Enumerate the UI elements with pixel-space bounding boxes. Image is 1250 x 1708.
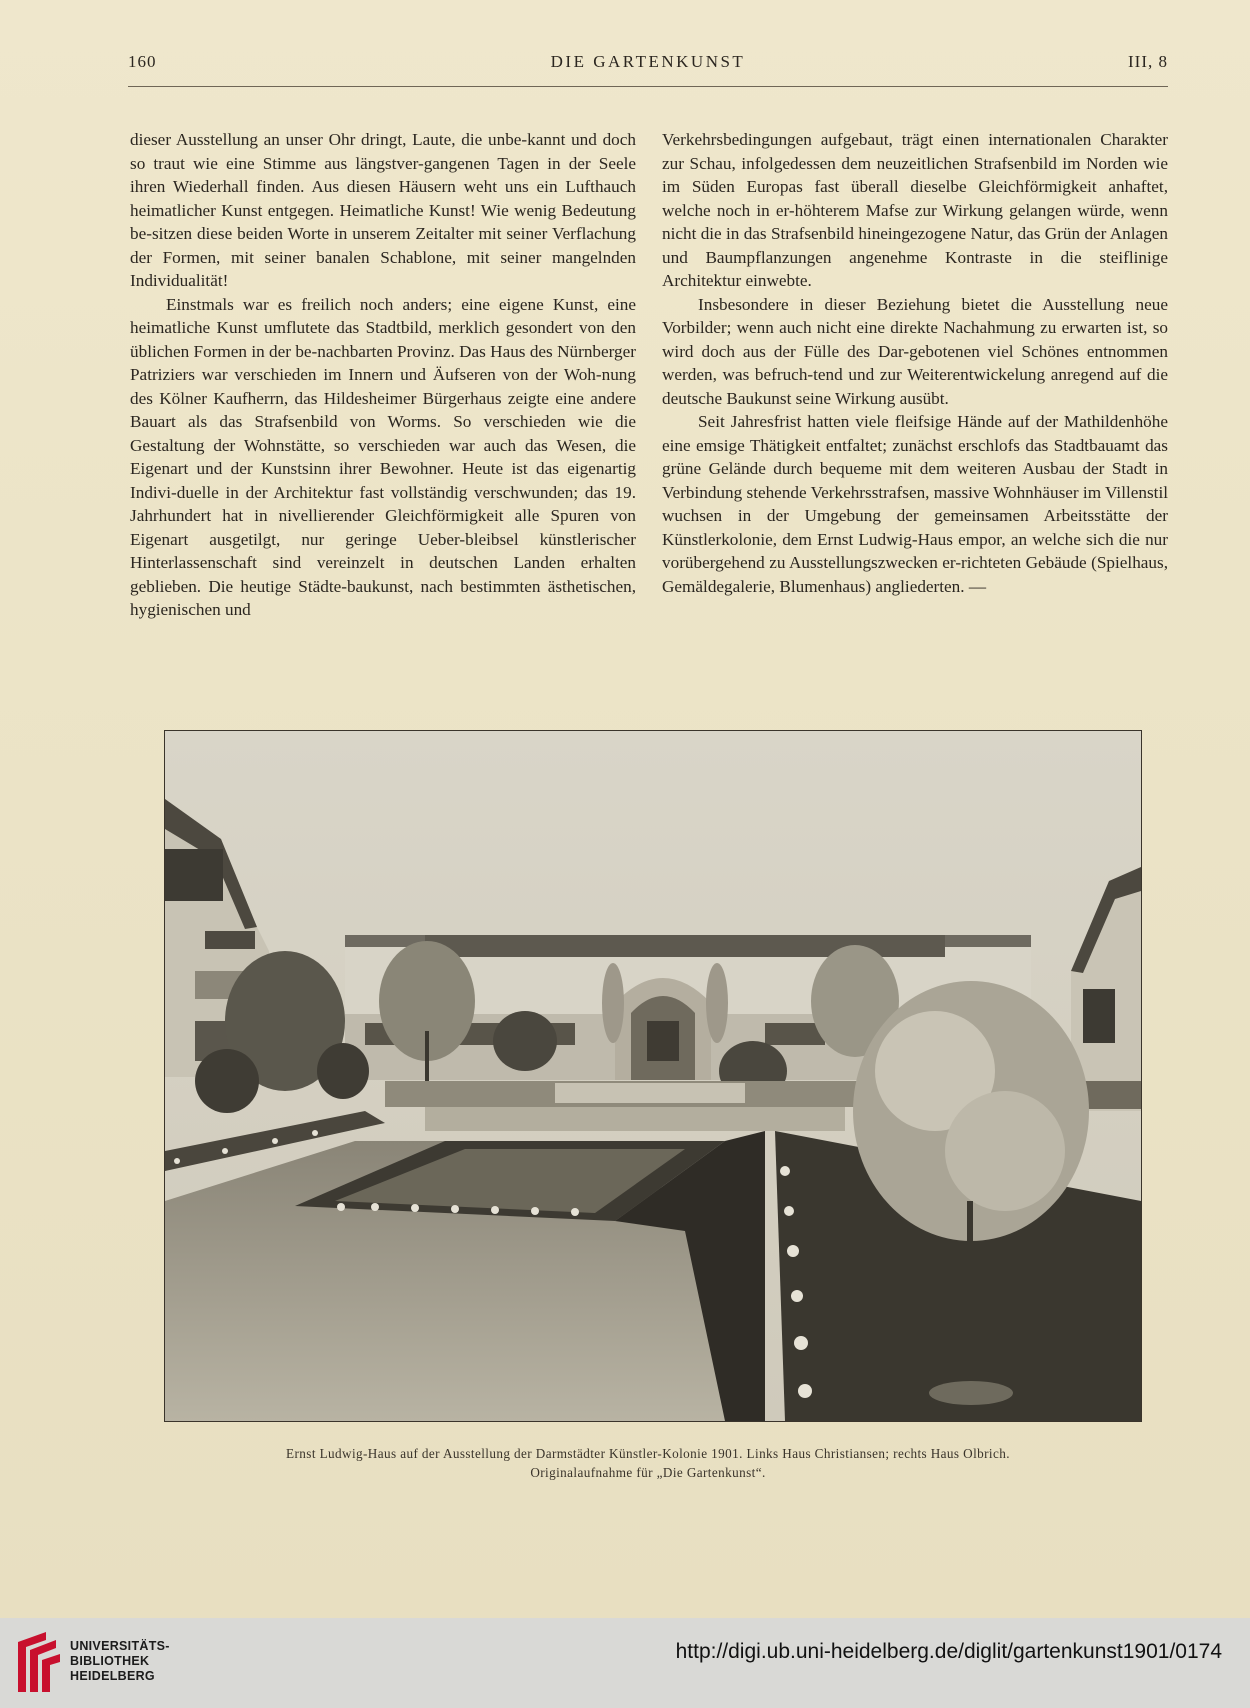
terraces-and-steps — [385, 1081, 905, 1131]
paragraph: dieser Ausstellung an unser Ohr dringt, Laute, die unbe-kannt und doch so traut wie eine Stimme aus längstver-gangenen Tagen in der Seele ihren Wiederhall finden. Aus diesen Häusern weht uns ein Lufthauch heimatlicher Kunst entgegen. Heimatliche Kunst! Wie wenig Bedeutung be-sitzen diese beiden Worte in unserem Zeitalter mit seiner Verflachung der Formen, mit seiner banalen Schablone, mit seiner mangelnden Individualität! — [130, 130, 636, 290]
library-footer — [0, 1618, 1250, 1708]
paragraph: Einstmals war es freilich noch anders; eine eigene Kunst, eine heimatliche Kunst umflutete das Stadtbild, merklich gesondert von den üblichen Formen in der be-nachbarten Provinz. Das Haus des Nürnberger Patriziers war verschieden im Innern und Äufseren von der Woh-nung des Kölner Kaufherrn, das Hildesheimer Bürgerhaus zeigte eine andere Bauart als das Strafsenbild von Worms. So verschieden wie die Gestaltung der Wohnstätte, so verschieden war auch das Wesen, die Eigenart und der Kunstsinn ihrer Bewohner. Heute ist das eigenartig Indivi-duelle in der Architektur fast vollständig verschwunden; das 19. Jahrhundert hat in nivellierender Gleichförmigkeit alle Spuren von Eigenart ausgetilgt, nur geringe Ueber-bleibsel künstlerischer Hinterlassenschaft sind vereinzelt in deutschen Landen erhalten geblieben. Die heutige Städte-baukunst, nach bestimmten ästhetischen, hygienischen und — [130, 294, 636, 619]
library-name-line: BIBLIOTHEK — [70, 1654, 150, 1668]
library-name — [70, 1639, 170, 1684]
text-column-right — [662, 128, 1168, 598]
running-header — [128, 52, 1168, 78]
paragraph: Seit Jahresfrist hatten viele fleifsige Hände auf der Mathildenhöhe eine emsige Thätigkeit entfaltet; zunächst erschlofs das Stadtbauamt das grüne Gelände durch bequeme mit dem weiteren Ausbau der Stadt in Verbindung stehende Verkehrsstrafsen, massive Wohnhäuser im Villenstil wuchsen in der Umgebung der gemeinsamen Arbeitsstätte der Künstlerkolonie, dem Ernst Ludwig-Haus empor, an welche sich die nur vorübergehend zu Ausstellungszwecken er-richteten Gebäude (Spielhaus, Gemäldegalerie, Blumenhaus) angliederten. — — [662, 412, 1168, 596]
permalink-url[interactable]: http://digi.ub.uni-heidelberg.de/diglit/gartenkunst1901/0174 — [675, 1640, 1222, 1663]
header-rule — [128, 86, 1168, 87]
library-logo-icon — [14, 1630, 64, 1696]
library-logo[interactable] — [14, 1630, 174, 1696]
photograph-ernst-ludwig-haus — [164, 730, 1142, 1422]
page-number: 160 — [128, 52, 157, 71]
journal-title: DIE GARTENKUNST — [550, 52, 746, 71]
paragraph: Verkehrsbedingungen aufgebaut, trägt einen internationalen Charakter zur Schau, infolgedessen dem neuzeitlichen Strafsenbild im Norden wie im Süden Europas fast überall dieselbe Gleichförmigkeit anhaftet, welche noch in er-höhterem Mafse zur Wirkung gelangen würde, wenn nicht die in das Strafsenbild hineingezogene Natur, das Grün der Anlagen und Baumpflanzungen angenehme Kontraste in die steiflinige Architektur einwebte. — [662, 130, 1168, 290]
caption-line: Ernst Ludwig-Haus auf der Ausstellung der Darmstädter Künstler-Kolonie 1901. Links Haus Christiansen; rechts Haus Olbrich. — [286, 1446, 1010, 1461]
text-column-left — [130, 128, 636, 622]
volume-number: III, 8 — [1128, 52, 1168, 71]
paragraph: Insbesondere in dieser Beziehung bietet die Ausstellung neue Vorbilder; wenn auch nicht eine direkte Nachahmung zu erwarten ist, so wird doch aus der Fülle des Dar-gebotenen viel Schönes entnommen werden, was befruch-tend und zur Weiterentwickelung anregend auf die deutsche Baukunst seine Wirkung ausübt. — [662, 294, 1168, 408]
library-name-line: UNIVERSITÄTS- — [70, 1639, 170, 1653]
caption-line: Originalaufnahme für „Die Gartenkunst“. — [530, 1465, 766, 1480]
library-name-line: HEIDELBERG — [70, 1669, 155, 1683]
figure-caption — [128, 1444, 1168, 1482]
